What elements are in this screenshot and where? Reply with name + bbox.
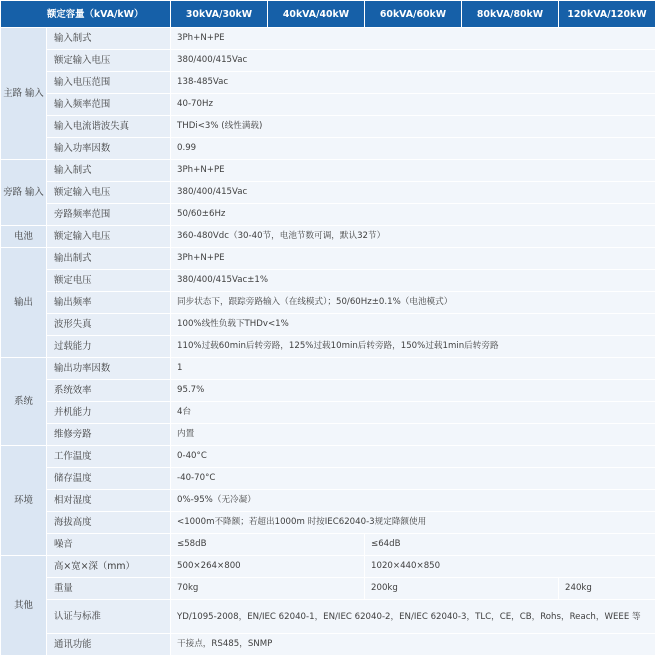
table-row xyxy=(1,358,656,380)
row-label: 维修旁路 xyxy=(47,424,171,446)
row-label: 重量 xyxy=(47,578,171,600)
row-value: 1 xyxy=(171,358,656,380)
row-value: 100%线性负载下THDv<1% xyxy=(171,314,656,336)
row-label: 额定输入电压 xyxy=(47,182,171,204)
row-value: 内置 xyxy=(171,424,656,446)
row-value: THDi<3% (线性满载) xyxy=(171,116,656,138)
row-label: 储存温度 xyxy=(47,468,171,490)
row-value: 380/400/415Vac xyxy=(171,182,656,204)
model-header-40: 40kVA/40kW xyxy=(268,1,365,28)
row-value: 138-485Vac xyxy=(171,72,656,94)
table-row xyxy=(1,468,656,490)
table-row xyxy=(1,182,656,204)
row-value: 50/60±6Hz xyxy=(171,204,656,226)
row-label: 输入制式 xyxy=(47,28,171,50)
table-row xyxy=(1,402,656,424)
table-row xyxy=(1,72,656,94)
model-header-30: 30kVA/30kW xyxy=(171,1,268,28)
table-row xyxy=(1,634,656,656)
table-row xyxy=(1,336,656,358)
row-value: 1020×440×850 xyxy=(365,556,656,578)
category-main-input: 主路 输入 xyxy=(1,28,47,160)
row-label: 通讯功能 xyxy=(47,634,171,656)
category-output: 输出 xyxy=(1,248,47,358)
table-row xyxy=(1,94,656,116)
row-value: 4台 xyxy=(171,402,656,424)
row-value: 110%过载60min后转旁路，125%过载10min后转旁路，150%过载1min后转旁路 xyxy=(171,336,656,358)
row-label: 输入电流谐波失真 xyxy=(47,116,171,138)
row-label: 额定输入电压 xyxy=(47,226,171,248)
row-value: 3Ph+N+PE xyxy=(171,160,656,182)
row-label: 相对湿度 xyxy=(47,490,171,512)
row-label: 输出制式 xyxy=(47,248,171,270)
row-value: ≤64dB xyxy=(365,534,656,556)
row-value: 3Ph+N+PE xyxy=(171,28,656,50)
row-label: 并机能力 xyxy=(47,402,171,424)
row-label: 过载能力 xyxy=(47,336,171,358)
category-environment: 环境 xyxy=(1,446,47,556)
row-value: 240kg xyxy=(559,578,656,600)
row-label: 认证与标准 xyxy=(47,600,171,634)
row-value: <1000m不降额；若超出1000m 时按IEC62040-3规定降额使用 xyxy=(171,512,656,534)
table-row xyxy=(1,138,656,160)
row-label: 噪音 xyxy=(47,534,171,556)
table-row xyxy=(1,424,656,446)
row-value: -40-70°C xyxy=(171,468,656,490)
model-header-80: 80kVA/80kW xyxy=(462,1,559,28)
capacity-header: 额定容量（kVA/kW） xyxy=(1,1,171,28)
row-label: 高×宽×深（mm） xyxy=(47,556,171,578)
row-value: 380/400/415Vac xyxy=(171,50,656,72)
table-row xyxy=(1,578,656,600)
row-label: 输入功率因数 xyxy=(47,138,171,160)
table-row xyxy=(1,314,656,336)
row-value: 500×264×800 xyxy=(171,556,365,578)
row-label: 工作温度 xyxy=(47,446,171,468)
row-value: 95.7% xyxy=(171,380,656,402)
row-value: 同步状态下，跟踪旁路输入（在线模式）；50/60Hz±0.1%（电池模式） xyxy=(171,292,656,314)
row-value: 70kg xyxy=(171,578,365,600)
row-label: 系统效率 xyxy=(47,380,171,402)
row-label: 输入频率范围 xyxy=(47,94,171,116)
model-header-60: 60kVA/60kW xyxy=(365,1,462,28)
row-value: 0%-95%（无冷凝） xyxy=(171,490,656,512)
header-row xyxy=(1,1,656,28)
row-value: 200kg xyxy=(365,578,559,600)
table-row xyxy=(1,50,656,72)
model-header-120: 120kVA/120kW xyxy=(559,1,656,28)
row-label: 额定输入电压 xyxy=(47,50,171,72)
table-row xyxy=(1,28,656,50)
row-label: 额定电压 xyxy=(47,270,171,292)
table-row xyxy=(1,380,656,402)
table-row xyxy=(1,116,656,138)
table-row xyxy=(1,292,656,314)
table-row xyxy=(1,490,656,512)
table-row xyxy=(1,226,656,248)
row-value: ≤58dB xyxy=(171,534,365,556)
row-label: 输入制式 xyxy=(47,160,171,182)
row-label: 输出频率 xyxy=(47,292,171,314)
table-row xyxy=(1,248,656,270)
category-other: 其他 xyxy=(1,556,47,656)
table-row xyxy=(1,204,656,226)
row-value: 360-480Vdc（30-40节，电池节数可调，默认32节） xyxy=(171,226,656,248)
table-row xyxy=(1,270,656,292)
table-row xyxy=(1,556,656,578)
category-battery: 电池 xyxy=(1,226,47,248)
table-row xyxy=(1,446,656,468)
category-bypass-input: 旁路 输入 xyxy=(1,160,47,226)
row-label: 旁路频率范围 xyxy=(47,204,171,226)
row-value: YD/1095-2008，EN/IEC 62040-1，EN/IEC 62040-2，EN/IEC 62040-3，TLC，CE，CB，Rohs，Reach，WEEE 等 xyxy=(171,600,656,634)
table-row xyxy=(1,512,656,534)
category-system: 系统 xyxy=(1,358,47,446)
row-value: 0-40°C xyxy=(171,446,656,468)
row-label: 输出功率因数 xyxy=(47,358,171,380)
row-value: 380/400/415Vac±1% xyxy=(171,270,656,292)
row-label: 输入电压范围 xyxy=(47,72,171,94)
row-value: 3Ph+N+PE xyxy=(171,248,656,270)
row-label: 海拔高度 xyxy=(47,512,171,534)
table-row xyxy=(1,160,656,182)
row-value: 0.99 xyxy=(171,138,656,160)
table-row xyxy=(1,534,656,556)
row-value: 干接点，RS485，SNMP xyxy=(171,634,656,656)
row-label: 波形失真 xyxy=(47,314,171,336)
table-row xyxy=(1,600,656,634)
row-value: 40-70Hz xyxy=(171,94,656,116)
